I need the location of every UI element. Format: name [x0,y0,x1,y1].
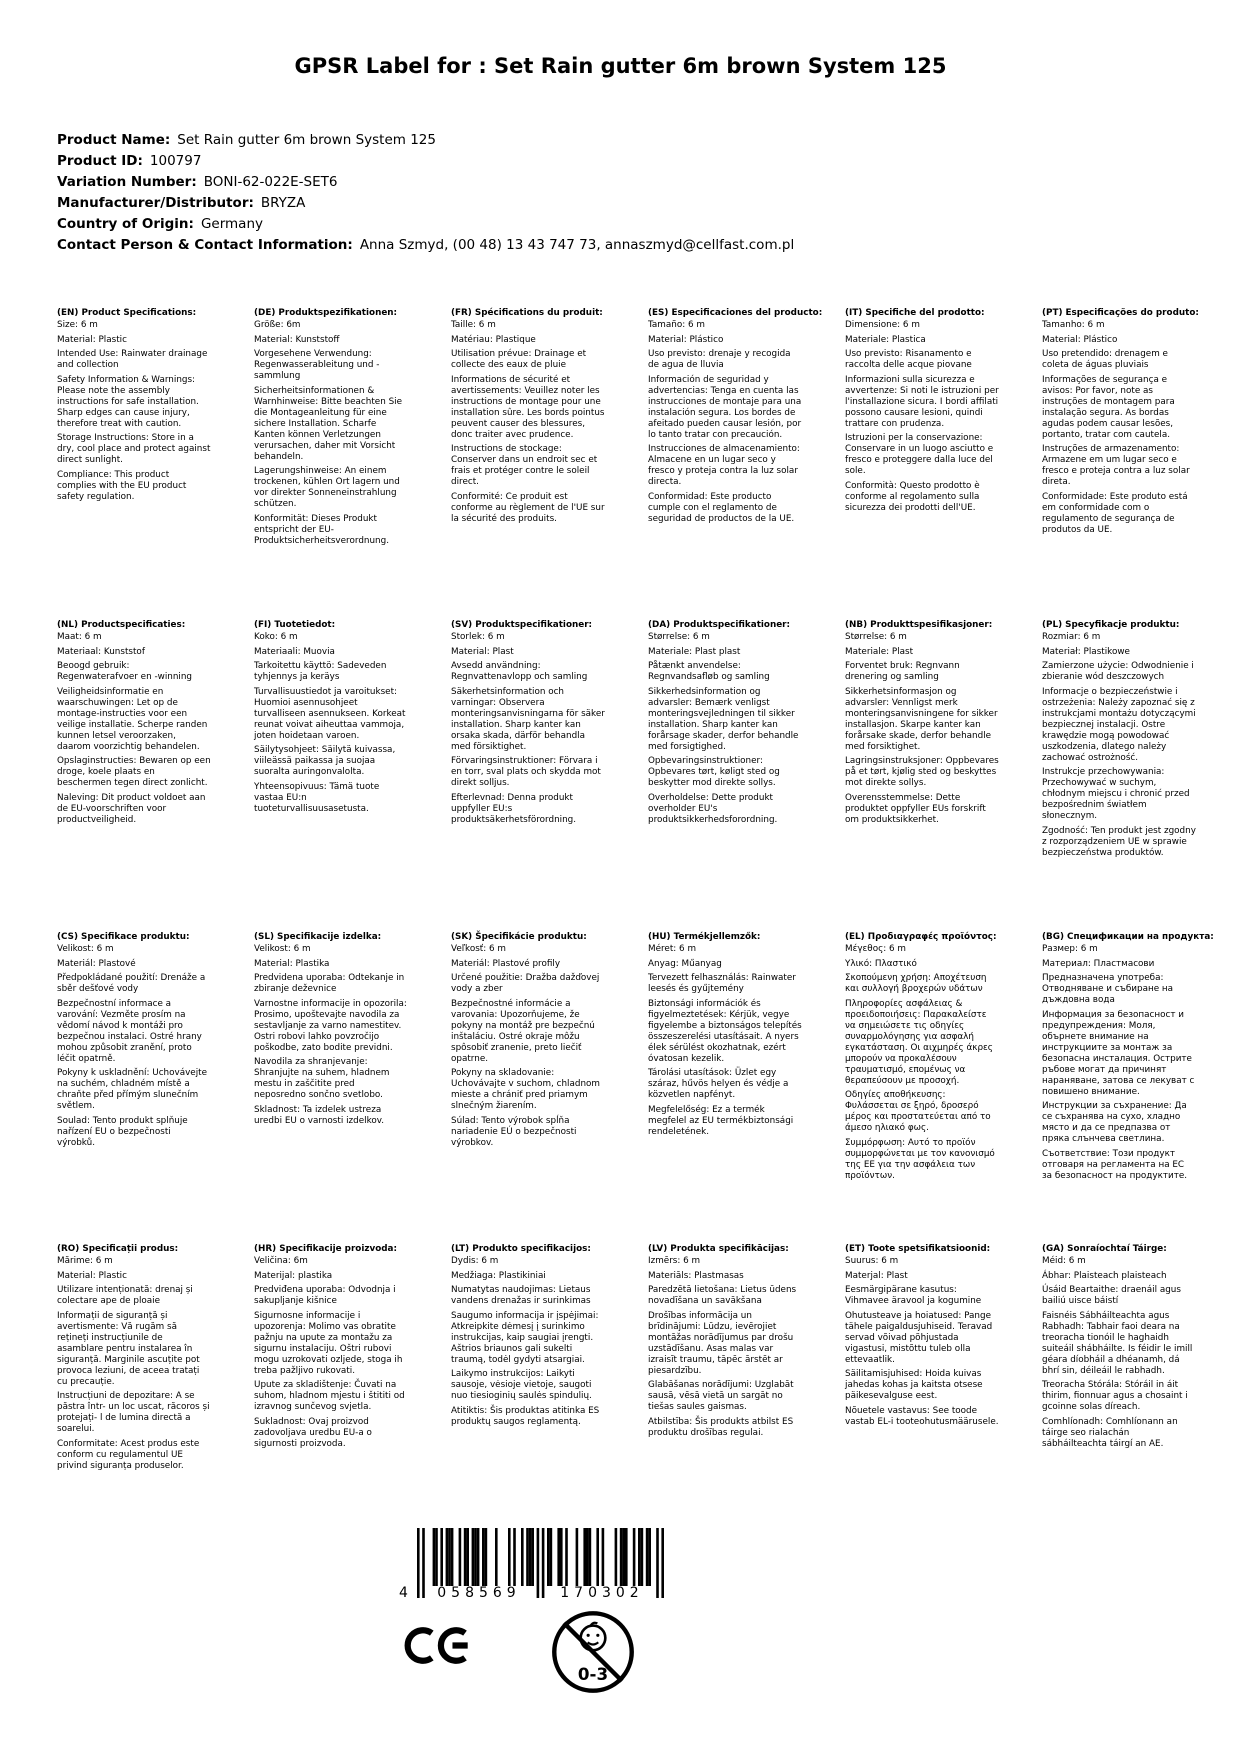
language-cell-bg [1042,932,1214,1244]
spec-paragraph: Materiál: Plastové [57,958,136,969]
spec-paragraph: Koko: 6 m [254,632,298,642]
language-cell-da [648,620,802,932]
language-cell-title: (ET) Toote spetsifikatsioonid: [845,1244,991,1254]
spec-paragraph: Material: Kunststoff [254,334,340,345]
spec-paragraph: Beoogd gebruik: Regenwaterafvoer en -winning [57,661,193,682]
language-cell-en [57,308,211,620]
spec-paragraph: Konformität: Dieses Produkt entspricht der EU-Produktsicherheitsverordnung. [254,513,390,546]
spec-paragraph: Οδηγίες αποθήκευσης: Φυλάσσεται σε ξηρό, δροσερό μέρος και προστατεύεται από το άμεσο ηλιακό φως. [845,1090,991,1133]
language-cell-title: (CS) Specifikace produktu: [57,932,190,942]
spec-paragraph: Paredzētā lietošana: Lietus ūdens novadīšana un savākšana [648,1285,797,1306]
spec-paragraph: Veľkosť: 6 m [451,944,506,954]
spec-paragraph: Overensstemmelse: Dette produktet oppfyller EUs forskrift om produktsikkerhet. [845,792,986,825]
spec-paragraph: Informações de segurança e avisos: Por favor, note as instruções de montagem para instalação segura. As bordas agudas podem causar lesões, portanto, tratar com cautela. [1042,374,1175,440]
spec-paragraph: Størrelse: 6 m [845,632,907,642]
language-cell-title: (SL) Specifikacije izdelka: [254,932,382,942]
product-info-label: Product Name: [57,132,171,148]
spec-paragraph: Treoracha Stórála: Stóráil in áit thirim, fionnuar agus a chosaint i gcoinne solas díreach. [1042,1380,1188,1412]
spec-paragraph: Rozmiar: 6 m [1042,632,1101,642]
spec-paragraph: Eesmärgipärane kasutus: Vihmavee äravool ja kogumine [845,1285,982,1306]
product-info-value: BONI-62-022E-SET6 [203,174,338,190]
language-cell-de [254,308,408,620]
spec-paragraph: Súlad: Tento výrobok spĺňa nariadenie EÚ o bezpečnosti výrobkov. [451,1115,577,1148]
barcode-digits-group2: 170302 [560,1585,644,1601]
spec-paragraph: Materijal: plastika [254,1270,333,1281]
product-info-label: Contact Person & Contact Information: [57,237,353,253]
spec-paragraph: Informations de sécurité et avertissements: Veuillez noter les instructions de montage pour une installation sûre. Les bords pointus peuvent causer des blessures, donc traiter avec prudence. [451,374,605,440]
product-info-label: Variation Number: [57,174,197,190]
spec-paragraph: Bezpečnostné informácie a varovania: Upozorňujeme, že pokyny na montáž pre bezpečnú inštaláciu. Ostré okraje môžu spôsobiť zranenie, preto liečiť opatrne. [451,998,595,1064]
language-cell-sl [254,932,408,1244]
spec-paragraph: Avsedd användning: Regnvattenavlopp och samling [451,661,588,682]
spec-paragraph: Pokyny na skladovanie: Uchovávajte v suchom, chladnom mieste a chrániť pred priamym slnečným žiarením. [451,1068,601,1111]
language-cell-title: (DA) Produktspecifikationer: [648,620,791,630]
spec-paragraph: Zamierzone użycie: Odwodnienie i zbieranie wód deszczowych [1042,661,1194,682]
spec-paragraph: Υλικό: Πλαστικό [845,958,917,969]
spec-paragraph: Utilizare intenționată: drenaj și colectare ape de ploaie [57,1285,193,1306]
spec-paragraph: Materiale: Plast [845,646,914,657]
language-cell-lt [451,1244,605,1556]
spec-paragraph: Medžiaga: Plastikiniai [451,1270,546,1281]
language-cell-hu [648,932,802,1244]
language-cell-title: (HR) Specifikacije proizvoda: [254,1244,397,1254]
spec-paragraph: Megfelelőség: Ez a termék megfelel az EU termékbiztonsági rendeletének. [648,1104,794,1137]
language-cell-title: (ES) Especificaciones del producto: [648,308,823,318]
spec-paragraph: Saugumo informacija ir įspėjimai: Atkreipkite dėmesį į surinkimo instrukcijas, kaip saugiai įrengti. Aštrios briaunos gali sukelti traumą, todėl gydyti atsargiai. [451,1310,599,1365]
spec-paragraph: Størrelse: 6 m [648,632,710,642]
spec-paragraph: Vorgesehene Verwendung: Regenwasserableitung und -sammlung [254,349,380,381]
spec-paragraph: Predvidena uporaba: Odtekanje in zbiranje deževnice [254,973,405,994]
spec-paragraph: Opslaginstructies: Bewaren op een droge, koele plaats en beschermen tegen direct zonlicht. [57,756,211,788]
language-cell-sk [451,932,605,1244]
product-info-value: Anna Szmyd, (00 48) 13 43 747 73, annaszmyd@cellfast.com.pl [359,237,795,253]
spec-paragraph: Méid: 6 m [1042,1256,1086,1266]
spec-paragraph: Faisnéis Sábháilteachta agus Rabhadh: Tabhair faoi deara na treoracha tionóil le haghaidh suiteáil shábháilte. Is féidir le imill géara díobháil a dhéanamh, dá bhrí sin, déileáil le rabhadh. [1042,1310,1193,1376]
language-cell-title: (DE) Produktspezifikationen: [254,308,398,318]
spec-paragraph: Instruções de armazenamento: Armazene em um lugar seco e fresco e proteja contra a luz solar direta. [1042,444,1190,487]
spec-paragraph: Istruzioni per la conservazione: Conservare in un luogo asciutto e fresco e proteggere dalla luce del sole. [845,433,994,476]
product-info-value: Set Rain gutter 6m brown System 125 [177,132,436,148]
language-cell-title: (SK) Špecifikácie produktu: [451,932,587,942]
spec-paragraph: Μέγεθος: 6 m [845,944,906,954]
spec-paragraph: Ohutusteave ja hoiatused: Pange tähele paigaldusjuhiseid. Teravad servad võivad põhjustada vigastusi, mistõttu tuleb olla ettevaatlik. [845,1310,993,1365]
language-cell-title: (NB) Produkttspesifikasjoner: [845,620,993,630]
spec-paragraph: Ábhar: Plaisteach plaisteach [1042,1270,1167,1281]
spec-paragraph: Lagringsinstruksjoner: Oppbevares på et tørt, kjølig sted og beskyttes mot direkte sollys. [845,756,999,788]
spec-paragraph: Material: Plástico [648,334,724,345]
language-cell-title: (SV) Produktspecifikationer: [451,620,593,630]
spec-paragraph: Size: 6 m [57,320,98,330]
spec-paragraph: Maat: 6 m [57,632,102,642]
language-cell-fi [254,620,408,932]
spec-paragraph: Instructions de stockage: Conserver dans un endroit sec et frais et protéger contre le soleil direct. [451,444,598,487]
spec-paragraph: Yhteensopivuus: Tämä tuote vastaa EU:n tuoteturvallisuusasetusta. [254,781,380,814]
language-cell-it [845,308,999,620]
language-cell-pt [1042,308,1199,620]
language-cell-nb [845,620,999,932]
spec-paragraph: Atitiktis: Šis produktas atitinka ES produktų saugos reglamentą. [451,1405,600,1427]
spec-paragraph: Uso pretendido: drenagem e coleta de águas pluviais [1042,349,1168,370]
spec-paragraph: Sicherheitsinformationen & Warnhinweise: Bitte beachten Sie die Montageanleitung für eine sichere Installation. Scharfe Kanten können Verletzungen verursachen, daher mit Vorsicht behandeln. [254,385,403,462]
product-info-row [57,214,794,235]
spec-paragraph: Uso previsto: Risanamento e raccolta delle acque piovane [845,349,972,370]
spec-paragraph: Numatytas naudojimas: Lietaus vandens drenažas ir surinkimas [451,1285,591,1306]
spec-paragraph: Glabāšanas norādījumi: Uzglabāt sausā, vēsā vietā un sargāt no tiešas saules gaismas. [648,1380,794,1412]
product-info-value: 100797 [149,153,202,169]
language-cell-title: (GA) Sonraíochtaí Táirge: [1042,1244,1167,1254]
language-cell-title: (RO) Specificații produs: [57,1244,179,1254]
product-info-row [57,235,794,256]
spec-paragraph: Sigurnosne informacije i upozorenja: Molimo vas obratite pažnju na upute za montažu za sigurnu instalaciju. Oštri rubovi mogu uzrokovati ozljede, stoga ih treba pažljivo rukovati. [254,1310,403,1376]
spec-paragraph: Izmērs: 6 m [648,1256,701,1266]
spec-paragraph: Conformidad: Este producto cumple con el reglamento de seguridad de productos de la UE. [648,491,795,524]
spec-paragraph: Veiligheidsinformatie en waarschuwingen: Let op de montage-instructies voor een veilige installatie. Scherpe randen kunnen letsel veroorzaken, daarom voorzichtig behandelen. [57,686,208,752]
barcode [397,1528,667,1606]
spec-paragraph: Información de seguridad y advertencias: Tenga en cuenta las instrucciones de montaje para una instalación segura. Los bordes de afeitado pueden causar lesión, por lo tanto tratar con precaución. [648,374,802,440]
spec-paragraph: Sikkerhedsinformation og advarsler: Bemærk venligst monteringsvejledningen til sikker installation. Sharp kanter kan forårsage skader, derfor behandle med forsigtighed. [648,686,799,752]
spec-paragraph: Πληροφορίες ασφάλειας & προειδοποιήσεις: Παρακαλείστε να σημειώσετε τις οδηγίες συναρμολόγησης για ασφαλή εγκατάσταση. Οι αιχμηρές άκρες μπορούν να προκαλέσουν τραυματισμό, επομένως να θεραπεύσουν με προσοχή. [845,998,993,1086]
spec-paragraph: Materiál: Plastové profily [451,958,561,969]
spec-paragraph: Naleving: Dit product voldoet aan de EU-voorschriften voor productveiligheid. [57,792,206,825]
spec-paragraph: Materiale: Plastica [845,334,926,345]
product-info-row [57,193,794,214]
spec-paragraph: Předpokládané použití: Drenáže a sběr dešťové vody [57,973,206,994]
language-cell-title: (EL) Προδιαγραφές προϊόντος: [845,932,997,942]
spec-paragraph: Instrucciones de almacenamiento: Almacene en un lugar seco y fresco y proteja contra la luz solar directa. [648,444,800,487]
spec-paragraph: Sikkerhetsinformasjon og advarsler: Vennligst merk monteringsanvisningene for sikker installasjon. Skarpe kanter kan forårsake skade, derfor behandle med forsiktighet. [845,686,998,752]
language-cell-title: (PL) Specyfikacje produktu: [1042,620,1180,630]
spec-paragraph: Σκοπούμενη χρήση: Αποχέτευση και συλλογή βροχερών υδάτων [845,973,987,994]
spec-paragraph: Utilisation prévue: Drainage et collecte des eaux de pluie [451,349,587,370]
spec-paragraph: Sukladnost: Ovaj proizvod zadovoljava uredbu EU-a o sigurnosti proizvoda. [254,1416,372,1449]
spec-paragraph: Zgodność: Ten produkt jest zgodny z rozporządzeniem UE w sprawie bezpieczeństwa produktów. [1042,825,1196,858]
product-info-label: Product ID: [57,153,143,169]
spec-paragraph: Размер: 6 m [1042,944,1098,954]
spec-paragraph: Intended Use: Rainwater drainage and collection [57,349,208,370]
language-cell-title: (LV) Produkta specifikācijas: [648,1244,789,1254]
spec-paragraph: Bezpečnostní informace a varování: Vezměte prosím na vědomí návod k montáži pro bezpečnou instalaci. Ostré hrany mohou způsobit zranění, proto léčit opatrně. [57,998,202,1064]
language-cell-title: (HU) Termékjellemzők: [648,932,761,942]
spec-paragraph: Предназначена употреба: Отводняване и събиране на дъждовна вода [1042,973,1174,1005]
language-cell-title: (PT) Especificações do produto: [1042,308,1199,318]
language-cell-title: (EN) Product Specifications: [57,308,197,318]
product-info-label: Country of Origin: [57,216,194,232]
spec-paragraph: Materiaal: Kunststof [57,646,145,657]
spec-paragraph: Informații de siguranță și avertismente: Vă rugăm să rețineți instrucțiunile de asamblare pentru instalarea în siguranță. Marginile ascuțite pot provoca leziuni, de aceea tratați cu precauție. [57,1310,200,1387]
spec-paragraph: Upute za skladištenje: Čuvati na suhom, hladnom mjestu i štititi od izravnog sunčevog svjetla. [254,1380,405,1412]
spec-paragraph: Nõuetele vastavus: See toode vastab EL-i tooteohutusmäärusele. [845,1405,999,1427]
spec-paragraph: Material: Plastika [254,958,330,969]
spec-paragraph: Matériau: Plastique [451,334,536,345]
spec-paragraph: Förvaringsinstruktioner: Förvara i en torr, sval plats och skydda mot direkt solljus. [451,756,601,788]
spec-paragraph: Soulad: Tento produkt splňuje nařízení EU o bezpečnosti výrobků. [57,1115,188,1148]
language-cell-cs [57,932,211,1244]
language-cell-title: (FI) Tuotetiedot: [254,620,336,630]
language-cell-title: (LT) Produkto specifikacijos: [451,1244,591,1254]
spec-paragraph: Conformità: Questo prodotto è conforme al regolamento sulla sicurezza dei prodotti dell'UE. [845,480,980,513]
age-warning-label: 0-3 [577,1664,609,1685]
spec-paragraph: Съответствие: Този продукт отговаря на регламента на ЕС за безопасност на продуктите. [1042,1148,1188,1181]
spec-paragraph: Material: Plástico [1042,334,1118,345]
spec-paragraph: Laikymo instrukcijos: Laikyti sausoje, vėsioje vietoje, saugoti nuo tiesioginių saulės spindulių. [451,1369,592,1401]
language-cell-et [845,1244,999,1556]
language-cell-nl [57,620,211,932]
spec-paragraph: Velikost: 6 m [254,944,311,954]
language-grid [57,308,1239,1556]
language-cell-title: (IT) Specifiche del prodotto: [845,308,985,318]
spec-paragraph: Určené použitie: Dražba dažďovej vody a zber [451,973,600,994]
barcode-digits-group1: 058569 [437,1585,521,1601]
spec-paragraph: Tamaño: 6 m [648,320,705,330]
product-info-row [57,172,794,193]
spec-paragraph: Material: Plast [451,646,514,657]
language-cell-lv [648,1244,802,1556]
spec-paragraph: Uso previsto: drenaje y recogida de agua de lluvia [648,349,791,370]
spec-paragraph: Tervezett felhasználás: Rainwater leesés és gyűjtemény [648,973,796,994]
spec-paragraph: Tarkoitettu käyttö: Sadeveden tyhjennys ja keräys [254,661,387,682]
spec-paragraph: Инструкции за съхранение: Да се съхранява на сухо, хладно място и да се предпазва от пряка слънчева светлина. [1042,1101,1187,1144]
age-warning-icon [549,1608,637,1696]
spec-paragraph: Tárolási utasítások: Üzlet egy száraz, hűvös helyen és védje a közvetlen napfényt. [648,1068,789,1100]
spec-paragraph: Safety Information & Warnings: Please note the assembly instructions for safe installation. Sharp edges can cause injury, therefore treat with caution. [57,374,199,429]
spec-paragraph: Úsáid Beartaithe: draenáil agus bailiú uisce báistí [1042,1285,1181,1306]
spec-paragraph: Comhlíonadh: Comhlíonann an táirge seo rialachán sábháilteachta táirgí an AE. [1042,1416,1178,1449]
spec-paragraph: Συμμόρφωση: Αυτό το προϊόν συμμορφώνεται με τον κανονισμό της ΕΕ για την ασφάλεια των προϊόντων. [845,1137,995,1181]
spec-paragraph: Dydis: 6 m [451,1256,499,1266]
spec-paragraph: Méret: 6 m [648,944,697,954]
spec-paragraph: Lagerungshinweise: An einem trockenen, kühlen Ort lagern und vor direkter Sonneneinstrahlung schützen. [254,466,400,509]
spec-paragraph: Instrukcje przechowywania: Przechowywać w suchym, chłodnym miejscu i chronić przed bezpośrednim światłem słonecznym. [1042,767,1190,821]
language-cell-fr [451,308,605,620]
spec-paragraph: Navodila za shranjevanje: Shranjujte na suhem, hladnem mestu in zaščitite pred neposredno sončno svetlobo. [254,1057,390,1100]
spec-paragraph: Forventet bruk: Regnvann drenering og samling [845,661,960,682]
spec-paragraph: Pokyny k uskladnění: Uchovávejte na suchém, chladném místě a chraňte před přímým slunečním světlem. [57,1068,208,1111]
spec-paragraph: Informacje o bezpieczeństwie i ostrzeżenia: Należy zapoznać się z instrukcjami montażu dotyczącymi bezpiecznej instalacji. Ostre krawędzie mogą powodować uszkodzenia, dlatego należy zachować ostrożność. [1042,686,1196,763]
language-cell-title: (FR) Spécifications du produit: [451,308,603,318]
spec-paragraph: Informazioni sulla sicurezza e avvertenze: Si noti le istruzioni per l'installazione sicura. I bordi affilati possono causare lesioni, quindi trattare con prudenza. [845,374,999,429]
spec-paragraph: Biztonsági információk és figyelmeztetések: Kérjük, vegye figyelembe a biztonságos telepítés összeszerelési utasításait. A nyers élek sérülést okozhatnak, ezért óvatosan kezelik. [648,998,802,1064]
page-title: GPSR Label for : Set Rain gutter 6m brown System 125 [294,54,947,78]
spec-paragraph: Compliance: This product complies with the EU product safety regulation. [57,469,187,502]
spec-paragraph: Conformidade: Este produto está em conformidade com o regulamento de segurança de produtos da UE. [1042,491,1188,535]
spec-paragraph: Materiaali: Muovia [254,646,335,657]
spec-paragraph: Säilitamisjuhised: Hoida kuivas jahedas kohas ja kaitsta otsese päikesevalguse eest. [845,1369,983,1401]
spec-paragraph: Materiał: Plastikowe [1042,646,1130,657]
language-cell-es [648,308,823,620]
ce-mark-icon [404,1624,476,1667]
spec-paragraph: Mărime: 6 m [57,1256,113,1266]
product-info-value: Germany [200,216,263,232]
spec-paragraph: Varnostne informacije in opozorila: Prosimo, upoštevajte navodila za sestavljanje za varno namestitev. Ostri robovi lahko povzročijo poškodbe, zato bodite previdni. [254,998,407,1053]
spec-paragraph: Velikost: 6 m [57,944,114,954]
language-cell-pl [1042,620,1196,932]
spec-paragraph: Storage Instructions: Store in a dry, cool place and protect against direct sunlight. [57,433,211,465]
spec-paragraph: Storlek: 6 m [451,632,505,642]
product-info-value: BRYZA [260,195,306,211]
language-cell-title: (NL) Productspecificaties: [57,620,186,630]
spec-paragraph: Atbilstība: Šis produkts atbilst ES produktu drošības regulai. [648,1416,794,1438]
barcode-digit-left: 4 [399,1585,408,1601]
spec-paragraph: Conformité: Ce produit est conforme au règlement de l'UE sur la sécurité des produits. [451,491,605,524]
spec-paragraph: Materiāls: Plastmasas [648,1270,744,1281]
language-cell-ga [1042,1244,1196,1556]
language-cell-el [845,932,999,1244]
spec-paragraph: Materjal: Plast [845,1270,908,1281]
spec-paragraph: Drošības informācija un brīdinājumi: Lūdzu, ievērojiet montāžas norādījumus par drošu uzstādīšanu. Asas malas var izraisīt traumu, tāpēc ārstēt ar piesardzību. [648,1310,794,1376]
spec-paragraph: Efterlevnad: Denna produkt uppfyller EU:s produktsäkerhetsförordning. [451,792,577,825]
spec-paragraph: Påtænkt anvendelse: Regnvandsafløb og samling [648,661,770,682]
language-cell-title: (BG) Спецификации на продукта: [1042,932,1214,942]
spec-paragraph: Material: Plastic [57,1270,127,1281]
spec-paragraph: Größe: 6m [254,320,301,330]
spec-paragraph: Säilytysohjeet: Säilytä kuivassa, viileässä paikassa ja suojaa suoralta auringonvalolta. [254,745,396,777]
spec-paragraph: Материал: Пластмасови [1042,958,1155,969]
spec-paragraph: Material: Plastic [57,334,127,345]
product-info-row [57,130,794,151]
spec-paragraph: Opbevaringsinstruktioner: Opbevares tørt, køligt sted og beskytter mod direkte sollys. [648,756,780,788]
language-cell-ro [57,1244,211,1556]
spec-paragraph: Turvallisuustiedot ja varoitukset: Huomioi asennusohjeet turvalliseen asennukseen. Korkeat reunat voivat aiheuttaa vammoja, joten hoidetaan varoen. [254,686,406,741]
spec-paragraph: Overholdelse: Dette produkt overholder EU's produktsikkerhedsforordning. [648,792,778,825]
spec-paragraph: Conformitate: Acest produs este conform cu regulamentul UE privind siguranța produselor. [57,1438,200,1471]
spec-paragraph: Predviđena uporaba: Odvodnja i sakupljanje kišnice [254,1285,396,1306]
spec-paragraph: Materiale: Plast plast [648,646,741,657]
spec-paragraph: Instrucțiuni de depozitare: A se păstra într- un loc uscat, răcoros și protejați- l de lumina directă a soarelui. [57,1391,210,1434]
spec-paragraph: Dimensione: 6 m [845,320,920,330]
spec-paragraph: Veličina: 6m [254,1256,308,1266]
spec-paragraph: Suurus: 6 m [845,1256,899,1266]
language-cell-hr [254,1244,408,1556]
spec-paragraph: Tamanho: 6 m [1042,320,1105,330]
spec-paragraph: Taille: 6 m [451,320,496,330]
spec-paragraph: Информация за безопасност и предупреждения: Моля, обърнете внимание на инструкциите за монтаж за безопасна инсталация. Острите ръбове могат да причинят нараняване, затова се лекуват с повишено внимание. [1042,1009,1195,1097]
language-cell-sv [451,620,605,932]
spec-paragraph: Säkerhetsinformation och varningar: Observera monteringsanvisningarna för säker installation. Sharp kanter kan orsaka skada, därför behandla med försiktighet. [451,686,605,752]
product-info-label: Manufacturer/Distributor: [57,195,254,211]
spec-paragraph: Skladnost: Ta izdelek ustreza uredbi EU o varnosti izdelkov. [254,1104,385,1126]
product-info [57,130,794,256]
spec-paragraph: Anyag: Műanyag [648,958,722,969]
product-info-row [57,151,794,172]
